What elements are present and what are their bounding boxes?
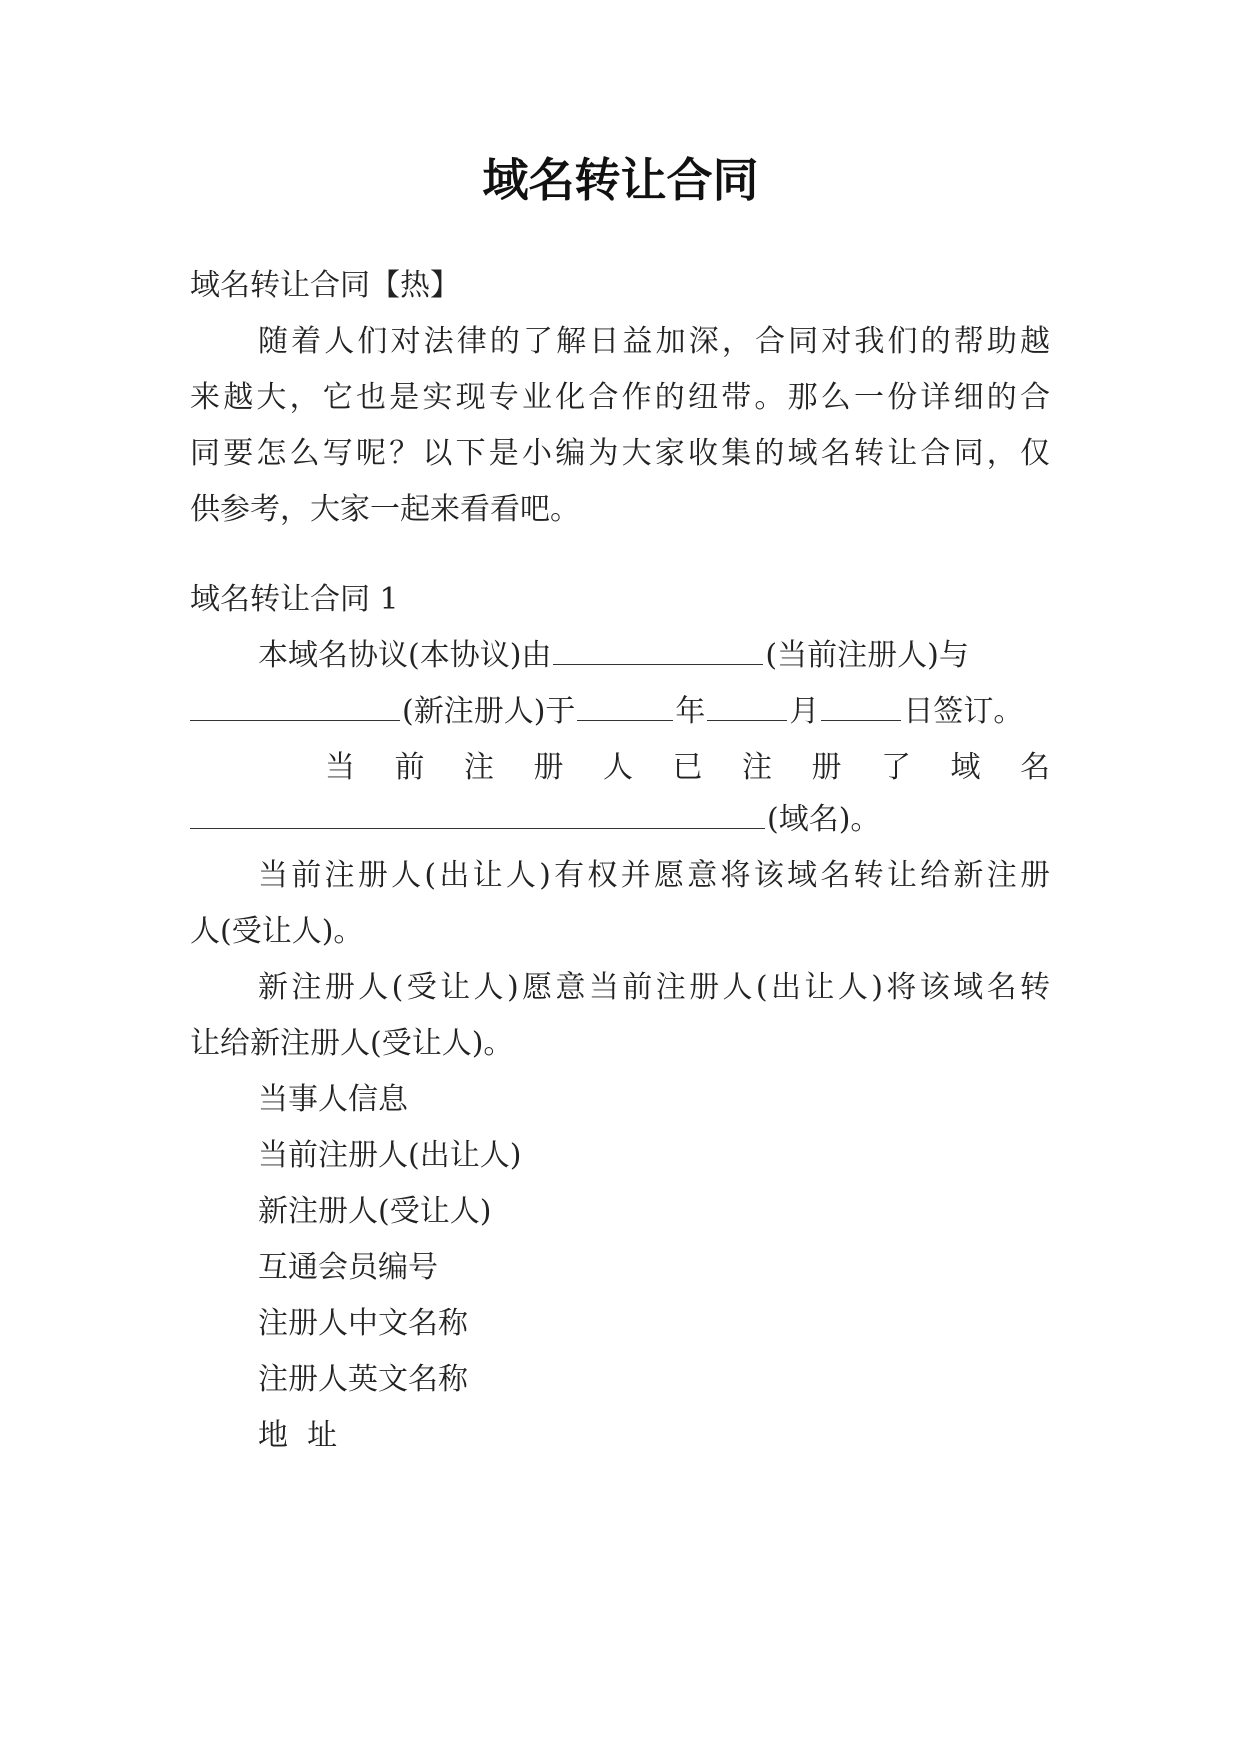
intro-line-4: 供参考，大家一起来看看吧。 bbox=[190, 492, 580, 527]
current-registrant-blank[interactable] bbox=[553, 636, 763, 665]
agreement-prefix: 本域名协议(本协议)由 bbox=[258, 638, 552, 673]
month-label: 月 bbox=[789, 694, 820, 729]
party-info-item: 互通会员编号 bbox=[258, 1250, 438, 1285]
para2-line-1: 新注册人(受让人)愿意当前注册人(出让人)将该域名转 bbox=[258, 970, 1050, 1005]
party-info-item: 注册人英文名称 bbox=[258, 1362, 468, 1397]
para1-line-2: 人(受让人)。 bbox=[190, 914, 364, 949]
domain-char: 了 bbox=[881, 750, 911, 785]
para2-line-2: 让给新注册人(受让人)。 bbox=[190, 1026, 514, 1061]
domain-char: 册 bbox=[533, 750, 564, 785]
section-heading: 域名转让合同 1 bbox=[190, 582, 399, 617]
page-title: 域名转让合同 bbox=[482, 153, 759, 207]
day-blank[interactable] bbox=[821, 692, 901, 721]
party-info-item: 当事人信息 bbox=[258, 1082, 408, 1117]
agreement-line-2 bbox=[190, 692, 1050, 732]
domain-char: 已 bbox=[672, 750, 703, 785]
domain-name-blank[interactable] bbox=[190, 800, 765, 829]
domain-char: 前 bbox=[394, 750, 425, 785]
domain-name-line bbox=[190, 800, 1050, 840]
domain-suffix: (域名)。 bbox=[767, 802, 881, 837]
intro-line-2: 来越大，它也是实现专业化合作的纽带。那么一份详细的合 bbox=[190, 380, 1050, 415]
domain-char: 注 bbox=[742, 750, 772, 785]
agreement-new-label: (新注册人)于 bbox=[402, 694, 576, 729]
domain-char: 人 bbox=[603, 750, 633, 785]
domain-char: 域 bbox=[950, 750, 981, 785]
domain-char: 名 bbox=[1020, 750, 1050, 785]
domain-statement-line bbox=[325, 748, 1050, 788]
party-info-item: 地 址 bbox=[258, 1418, 338, 1453]
domain-char: 册 bbox=[811, 750, 842, 785]
party-info-item: 当前注册人(出让人) bbox=[258, 1138, 522, 1173]
new-registrant-blank[interactable] bbox=[190, 692, 400, 721]
intro-heading: 域名转让合同【热】 bbox=[190, 268, 460, 303]
domain-char: 当 bbox=[325, 750, 355, 785]
year-label: 年 bbox=[675, 694, 706, 729]
day-signed-label: 日签订。 bbox=[903, 694, 1024, 729]
party-info-item: 注册人中文名称 bbox=[258, 1306, 468, 1341]
party-info-item: 新注册人(受让人) bbox=[258, 1194, 492, 1229]
agreement-line-1 bbox=[258, 636, 1050, 676]
intro-line-1: 随着人们对法律的了解日益加深，合同对我们的帮助越 bbox=[258, 324, 1050, 359]
month-blank[interactable] bbox=[707, 692, 787, 721]
year-blank[interactable] bbox=[577, 692, 673, 721]
intro-line-3: 同要怎么写呢？以下是小编为大家收集的域名转让合同，仅 bbox=[190, 436, 1050, 471]
para1-line-1: 当前注册人(出让人)有权并愿意将该域名转让给新注册 bbox=[258, 858, 1050, 893]
domain-char: 注 bbox=[464, 750, 494, 785]
agreement-current-label: (当前注册人)与 bbox=[765, 638, 969, 673]
